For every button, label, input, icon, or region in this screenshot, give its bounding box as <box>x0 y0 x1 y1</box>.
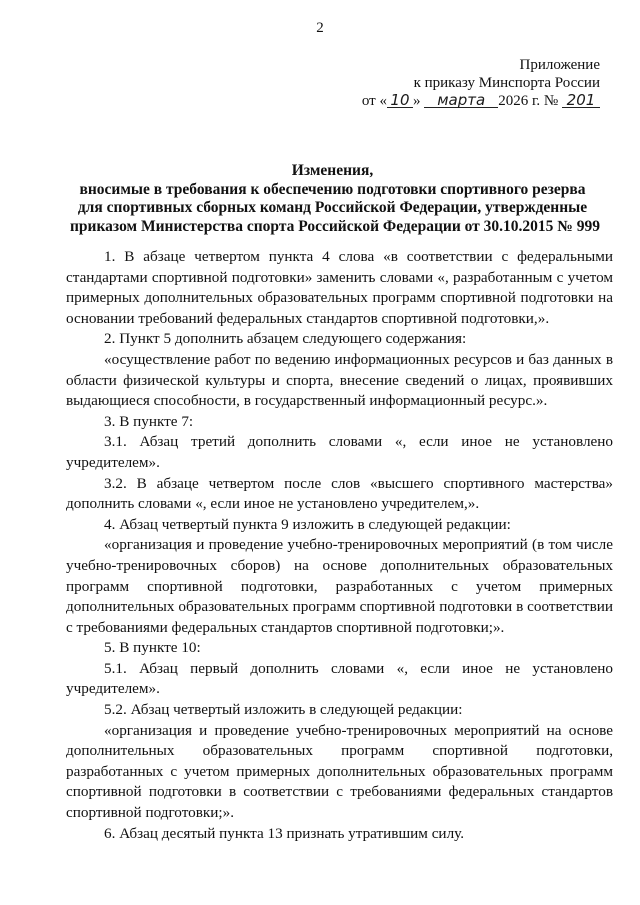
paragraph: 4. Абзац четвертый пункта 9 изложить в следующей редакции: <box>104 515 511 533</box>
paragraph: 3. В пункте 7: <box>104 412 194 430</box>
title-line-3: для спортивных сборных команд Российской Федерации, утвержденные <box>77 199 588 216</box>
title-line-4: приказом Министерства спорта Российской Федерации от 30.10.2015 № 999 <box>70 217 600 235</box>
date-mid: » <box>412 93 421 109</box>
handwritten-month: марта <box>424 93 498 108</box>
paragraph: «организация и проведение учебно-тренировочных мероприятий (в том числе учебно-тренировочных сборов) на основе дополнительных образовательных программ спортивной подготовки, разработанных с учетом примерных дополнительных образовательных программ спортивной подготовки в соответствии с требованиями федеральных стандартов спортивной подготовки;». <box>66 536 613 636</box>
document-body <box>66 247 613 844</box>
paragraph: «осуществление работ по ведению информационных ресурсов и баз данных в области физической культуры и спорта, внесение сведений о лицах, проявивших выдающиеся способности, в государственный информационный ресурс.». <box>66 350 613 410</box>
paragraph: 5. В пункте 10: <box>104 639 201 657</box>
title-line-1: Изменения, <box>291 162 374 179</box>
appendix-date-line <box>360 92 600 110</box>
appendix-title: Приложение <box>519 57 600 73</box>
date-prefix: от « <box>361 93 387 109</box>
paragraph: 3.2. В абзаце четвертом после слов «высшего спортивного мастерства» дополнить словами «, если иное не установлено учредителем,». <box>66 474 613 513</box>
title-line-2: вносимые в требования к обеспечению подготовки спортивного резерва <box>79 180 586 198</box>
paragraph: 5.1. Абзац первый дополнить словами «, если иное не установлено учредителем». <box>66 659 613 698</box>
document-title <box>70 162 600 236</box>
paragraph: 5.2. Абзац четвертый изложить в следующей редакции: <box>104 701 463 719</box>
paragraph: 1. В абзаце четвертом пункта 4 слова «в соответствии с федеральными стандартами спортивной подготовки» заменить словами «, разработанным с учетом примерных дополнительных образовательных программ спортивной подготовки на основании требований федеральных стандартов спортивной подготовки,». <box>66 248 613 327</box>
handwritten-order-number: 201 <box>562 93 600 108</box>
page-number: 2 <box>316 20 324 36</box>
appendix-order-ref: к приказу Минспорта России <box>413 75 600 91</box>
handwritten-day: 10 <box>387 93 413 108</box>
paragraph: 6. Абзац десятый пункта 13 признать утратившим силу. <box>104 824 465 842</box>
paragraph: 3.1. Абзац третий дополнить словами «, если иное не установлено учредителем». <box>66 433 613 471</box>
paragraph: 2. Пункт 5 дополнить абзацем следующего содержания: <box>104 330 467 348</box>
appendix-header <box>360 56 600 110</box>
paragraph: «организация и проведение учебно-тренировочных мероприятий на основе дополнительных образовательных программ спортивной подготовки, разработанных с учетом примерных дополнительных образовательных программ спортивной подготовки в соответствии с требованиями федеральных стандартов спортивной подготовки;». <box>66 721 613 822</box>
date-year: 2026 г. № <box>498 93 559 109</box>
